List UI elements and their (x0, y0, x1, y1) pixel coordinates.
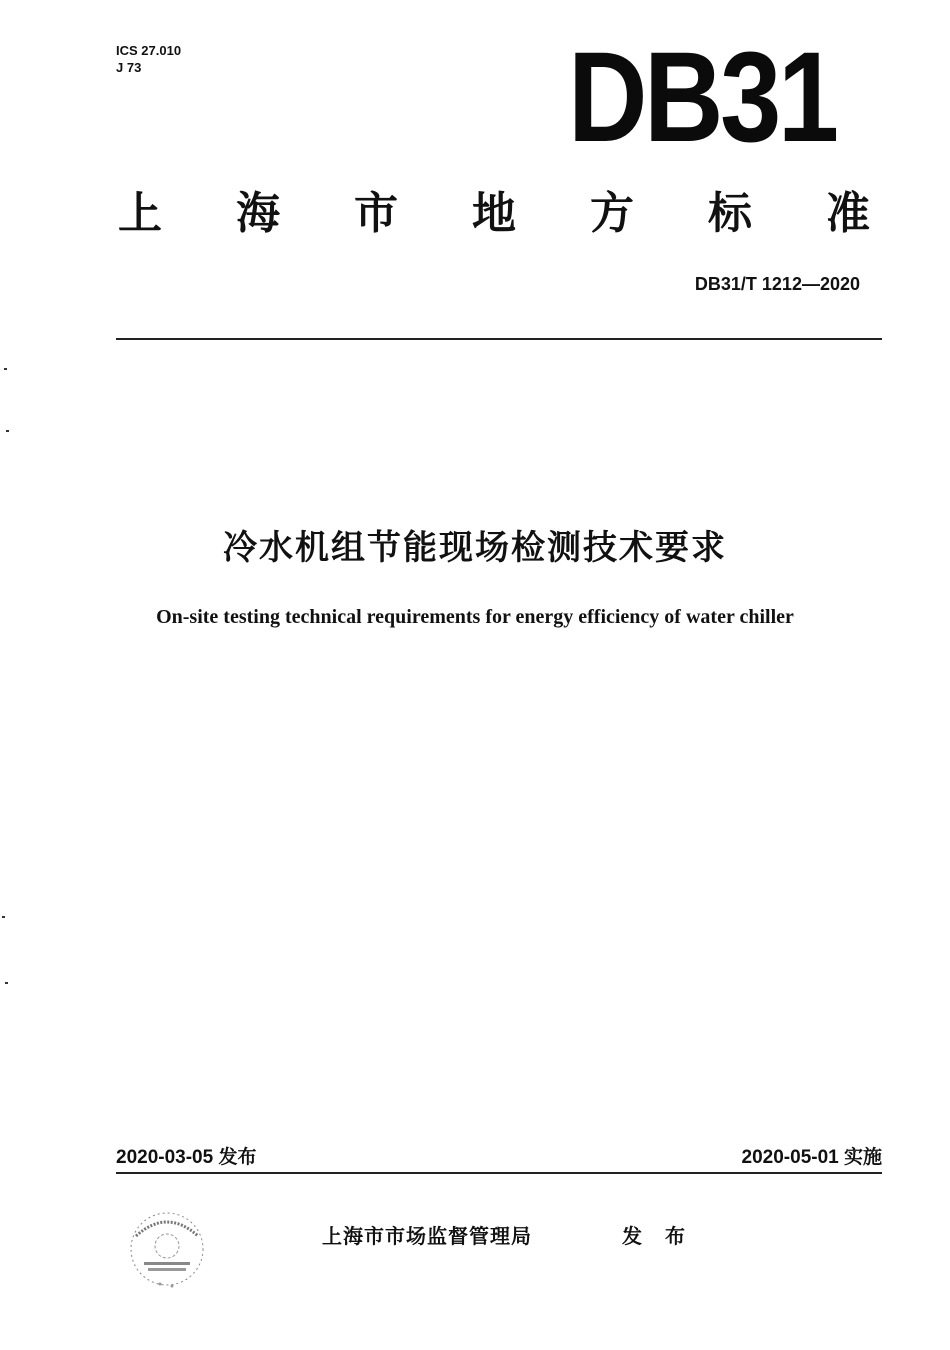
document-title-chinese: 冷水机组节能现场检测技术要求 (223, 528, 727, 568)
issuing-authority: 上海市市场监督管理局 (322, 1224, 532, 1248)
scan-speck (6, 430, 9, 432)
scan-speck (2, 916, 5, 918)
standard-type-char: 方 (590, 188, 634, 239)
standard-type-char: 上 (118, 188, 162, 239)
scan-speck (5, 982, 8, 984)
scan-speck (4, 368, 7, 370)
ics-code: ICS 27.010 (116, 43, 182, 58)
standard-type-char: 市 (354, 188, 398, 239)
standard-type-char: 海 (236, 188, 280, 239)
document-title-english: On-site testing technical requirements for energy efficiency of water chiller (156, 606, 794, 628)
standard-type-char: 地 (472, 188, 516, 239)
standard-code-logo: DB31 (568, 26, 836, 169)
implementation-date: 2020-05-01 实施 (741, 1147, 882, 1168)
classification-codes (116, 42, 181, 76)
standard-type-char: 准 (826, 188, 870, 239)
publish-label: 发 布 (622, 1224, 693, 1248)
standard-number: DB31/T 1212—2020 (694, 274, 860, 294)
issue-date: 2020-03-05 发布 (116, 1147, 257, 1168)
standard-type-char: 标 (708, 188, 752, 239)
standard-type-title (118, 178, 870, 240)
seal-stamp-icon (124, 1206, 210, 1292)
footer-divider (116, 1172, 882, 1174)
ccs-code: J 73 (116, 60, 142, 75)
header-divider (116, 338, 882, 340)
